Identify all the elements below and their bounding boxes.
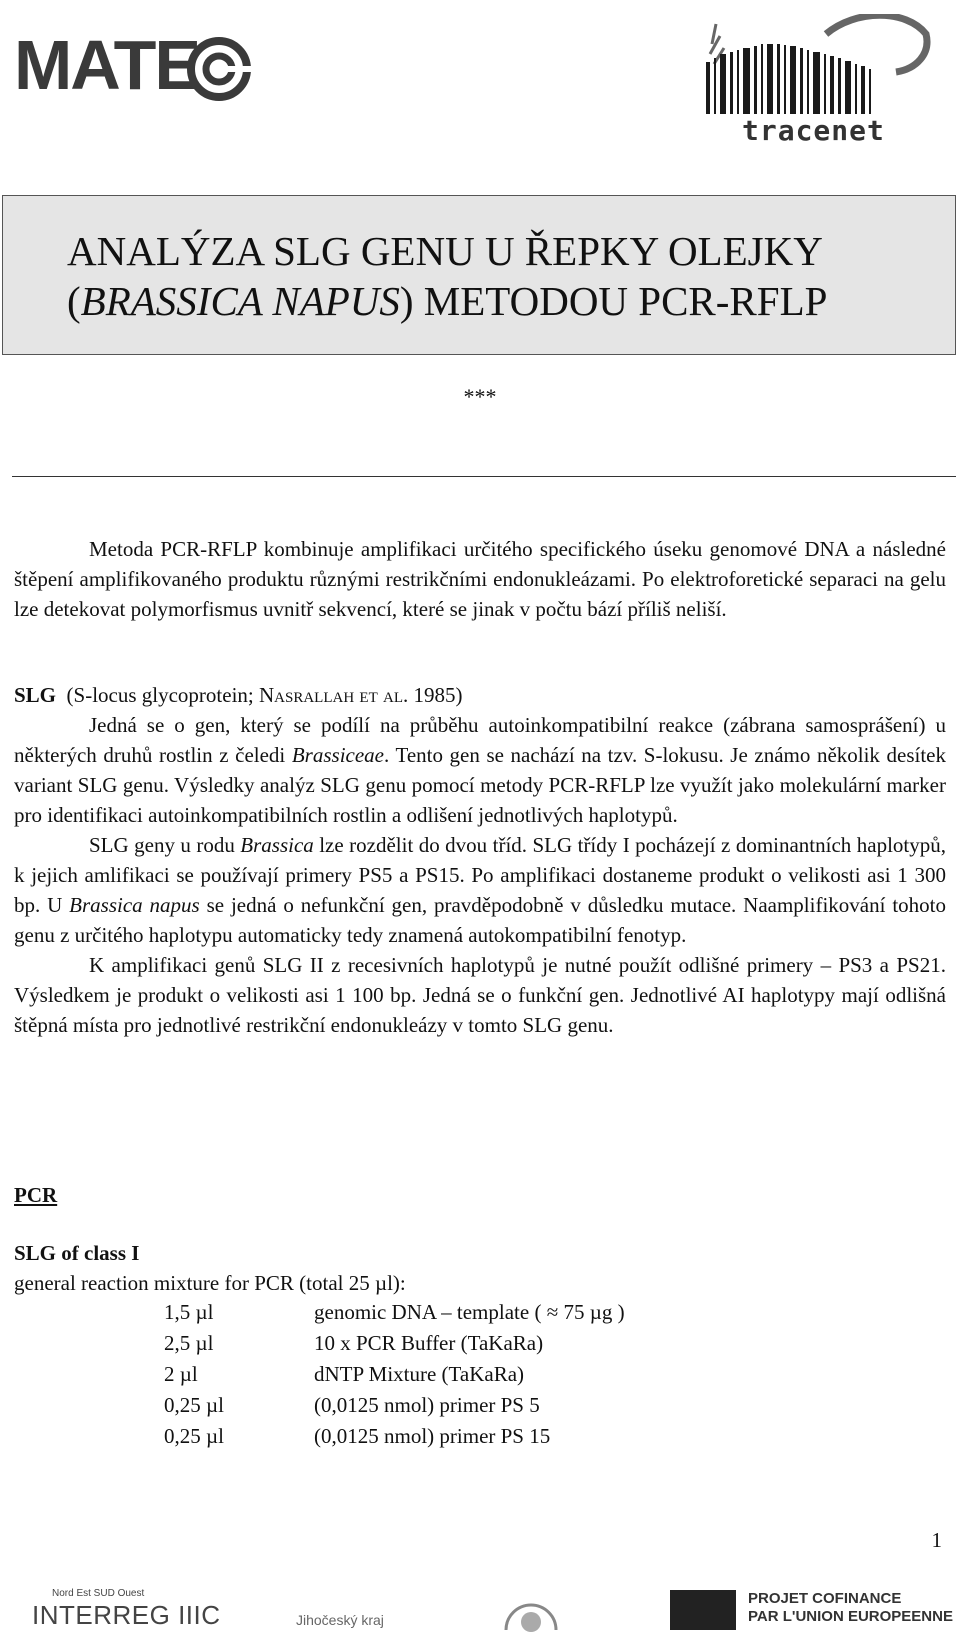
- eu-line-1: PROJET COFINANCE: [748, 1590, 902, 1607]
- table-row: [164, 1331, 625, 1362]
- separator-stars: ***: [463, 384, 497, 409]
- ministry-logo-icon: [500, 1592, 562, 1632]
- eu-flag-icon: [670, 1590, 736, 1630]
- slg-p1-text-a: Jedná se o gen, který se podílí na průběhu autoinkompatibilní reakce (zábrana samosprášení) u některých druhů rostlin z čeledi: [14, 713, 946, 767]
- document-title: [67, 226, 827, 326]
- pcr-class-section: [14, 1238, 946, 1298]
- tracenet-logo: [706, 14, 940, 147]
- pcr-mixture-intro: general reaction mixture for PCR (total 25 µl):: [14, 1271, 406, 1295]
- mateo-target-icon: [186, 36, 252, 102]
- slg-p2-genus: Brassica: [240, 833, 314, 857]
- mixture-item: dNTP Mixture (TaKaRa): [314, 1362, 525, 1386]
- interreg-small-text: Nord Est SUD Ouest: [52, 1588, 145, 1599]
- table-row: [164, 1362, 625, 1393]
- mixture-amount: 0,25 µl: [164, 1393, 224, 1417]
- mateo-logo: [14, 18, 254, 108]
- intro-section: [14, 534, 946, 624]
- pcr-subheading: SLG of class I: [14, 1241, 140, 1265]
- mixture-amount: 1,5 µl: [164, 1300, 214, 1324]
- mixture-item: (0,0125 nmol) primer PS 5: [314, 1393, 540, 1417]
- mixture-item: 10 x PCR Buffer (TaKaRa): [314, 1331, 544, 1355]
- interreg-text: INTERREG IIIC: [32, 1600, 221, 1630]
- slg-p2-text-b: lze rozdělit do dvou tříd. SLG třídy I pocházejí z dominantních haplotypů, k jejich amlifikaci se používají primery PS5 a PS15. Po amplifikaci dostaneme produkt o velikosti asi 1 300 bp. U: [14, 833, 946, 917]
- slg-label: SLG: [14, 683, 57, 707]
- tracenet-logo-text: tracenet: [742, 114, 885, 147]
- table-row: [164, 1393, 625, 1424]
- slg-ref-close: 1985): [408, 683, 463, 707]
- page-number: 1: [931, 1528, 942, 1552]
- eu-cofinance-logo: [748, 1590, 953, 1626]
- slg-ref-open: (S-locus glycoprotein;: [66, 683, 259, 707]
- mixture-amount: 0,25 µl: [164, 1424, 224, 1448]
- slg-p2-species: Brassica napus: [69, 893, 200, 917]
- mixture-item: genomic DNA – template ( ≈ 75 µg ): [314, 1300, 625, 1324]
- mixture-item: (0,0125 nmol) primer PS 15: [314, 1424, 551, 1448]
- mateo-logo-text: MATE: [14, 26, 200, 104]
- slg-p2-text-c: se jedná o nefunkční gen, pravděpodobně v důsledku mutace. Naamplifikování tohoto genu z určitého haplotypu automaticky tedy znamená autokompatibilní fenotyp.: [14, 893, 946, 947]
- horizontal-rule: [12, 476, 956, 477]
- slg-p2-text-a: SLG geny u rodu: [89, 833, 241, 857]
- barcode-wheat-icon: [706, 14, 940, 114]
- title-box: [2, 195, 956, 355]
- title-line-1: ANALÝZA SLG GENU U ŘEPKY OLEJKY: [67, 228, 823, 274]
- reaction-mixture-table: [164, 1300, 625, 1455]
- slg-paragraph-3: K amplifikaci genů SLG II z recesivních haplotypů je nutné použít odlišné primery – PS3 a PS21. Výsledkem je produkt o velikosti asi 1 100 bp. Jedná se o funkční gen. Jednotlivé AI haplotypy mají odlišná štěpná místa pro jednotlivé restrikční endonukleázy v tomto SLG genu.: [14, 953, 946, 1037]
- slg-ref-author: Nasrallah et al.: [259, 683, 409, 707]
- table-row: [164, 1424, 625, 1455]
- pcr-section: [14, 1180, 946, 1210]
- slg-section: [14, 680, 946, 1040]
- eu-line-2: PAR L'UNION EUROPEENNE: [748, 1608, 953, 1625]
- slg-p1-family: Brassiceae: [291, 743, 384, 767]
- slg-p1-text-b: . Tento gen se nachází na tzv. S-lokusu. Je známo několik desítek variant SLG genu. Výsledky analýz SLG genu pomocí metody PCR-RFLP lze využít jako molekulární marker pro identifikaci autoinkompatibilních rostlin a odlišení jednotlivých haplotypů.: [14, 743, 946, 827]
- kraj-logo: Jihočeský kraj: [296, 1612, 384, 1628]
- mixture-amount: 2,5 µl: [164, 1331, 214, 1355]
- title-line-2-rest: ) METODOU PCR-RFLP: [399, 278, 828, 324]
- slg-paragraph-1: [14, 710, 946, 830]
- title-line-2-open: (: [67, 278, 81, 324]
- table-row: [164, 1300, 625, 1331]
- mixture-amount: 2 µl: [164, 1362, 198, 1386]
- slg-heading: [14, 680, 946, 710]
- pcr-heading: PCR: [14, 1183, 58, 1207]
- slg-paragraph-2: [14, 830, 946, 950]
- intro-paragraph: Metoda PCR-RFLP kombinuje amplifikaci určitého specifického úseku genomové DNA a následné štěpení amplifikovaného produktu různými restrikčními endonukleázami. Po elektroforetické separaci na gelu lze detekovat polymorfismus uvnitř sekvencí, které se jinak v počtu bází příliš neliší.: [14, 537, 946, 621]
- title-line-2-species: BRASSICA NAPUS: [80, 278, 400, 324]
